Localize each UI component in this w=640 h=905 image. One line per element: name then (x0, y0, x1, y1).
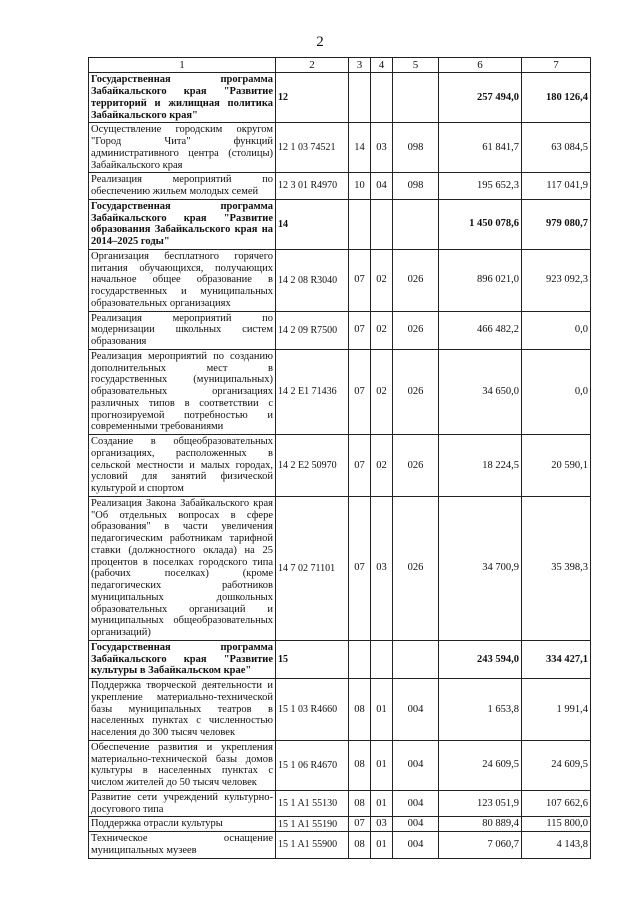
program-row (89, 640, 591, 678)
row-subsection-cell: 02 (371, 311, 393, 349)
row-subsection-cell: 02 (371, 349, 393, 434)
row-value-6-cell: 80 889,4 (439, 817, 522, 832)
row-section-cell: 07 (349, 311, 371, 349)
table-row (89, 832, 591, 859)
row-type-cell: 004 (393, 679, 439, 741)
row-value-6-cell: 1 653,8 (439, 679, 522, 741)
row-value-6-cell: 257 494,0 (439, 73, 522, 123)
row-value-7-cell: 35 398,3 (522, 496, 591, 640)
header-cell-7: 7 (522, 58, 591, 73)
row-section-cell: 07 (349, 435, 371, 497)
program-row (89, 199, 591, 249)
row-value-6-cell: 61 841,7 (439, 123, 522, 173)
row-code-cell: 15 1 06 R4670 (276, 740, 349, 790)
row-value-7-cell: 24 609,5 (522, 740, 591, 790)
row-type-cell: 004 (393, 790, 439, 817)
row-subsection-cell: 03 (371, 817, 393, 832)
row-value-6-cell: 123 051,9 (439, 790, 522, 817)
row-type-cell (393, 73, 439, 123)
table-body (89, 73, 591, 858)
row-section-cell: 07 (349, 817, 371, 832)
row-code-cell: 15 (276, 640, 349, 678)
row-type-cell: 026 (393, 249, 439, 311)
row-type-cell (393, 199, 439, 249)
row-subsection-cell: 01 (371, 740, 393, 790)
row-name-cell: Техническое оснащение муниципальных музеев (89, 832, 276, 859)
row-subsection-cell: 01 (371, 790, 393, 817)
row-value-7-cell: 334 427,1 (522, 640, 591, 678)
row-value-7-cell: 115 800,0 (522, 817, 591, 832)
row-type-cell: 026 (393, 349, 439, 434)
table-header-row (89, 58, 591, 73)
header-cell-1: 1 (89, 58, 276, 73)
row-type-cell: 098 (393, 123, 439, 173)
row-type-cell: 026 (393, 435, 439, 497)
row-code-cell: 14 2 E2 50970 (276, 435, 349, 497)
row-section-cell: 10 (349, 173, 371, 200)
row-value-6-cell: 1 450 078,6 (439, 199, 522, 249)
row-value-6-cell: 7 060,7 (439, 832, 522, 859)
row-subsection-cell (371, 199, 393, 249)
row-name-cell: Государственная программа Забайкальского края "Развитие культуры в Забайкальском крае" (89, 640, 276, 678)
row-subsection-cell: 02 (371, 249, 393, 311)
table-row (89, 496, 591, 640)
row-code-cell: 14 2 08 R3040 (276, 249, 349, 311)
row-code-cell: 15 1 03 R4660 (276, 679, 349, 741)
row-subsection-cell: 01 (371, 832, 393, 859)
row-value-7-cell: 117 041,9 (522, 173, 591, 200)
row-section-cell: 07 (349, 249, 371, 311)
row-code-cell: 14 2 09 R7500 (276, 311, 349, 349)
row-name-cell: Осуществление городским округом "Город Чита" функций административного центра (столицы) Забайкальского края (89, 123, 276, 173)
row-name-cell: Государственная программа Забайкальского края "Развитие образования Забайкальского края на 2014–2025 годы" (89, 199, 276, 249)
table-row (89, 173, 591, 200)
row-name-cell: Поддержка творческой деятельности и укрепление материально-технической базы муниципальных театров в населенных пунктах с численностью населения до 300 тысяч человек (89, 679, 276, 741)
row-value-7-cell: 180 126,4 (522, 73, 591, 123)
row-name-cell: Государственная программа Забайкальского края "Развитие территорий и жилищная политика Забайкальского края" (89, 73, 276, 123)
row-name-cell: Организация бесплатного горячего питания обучающихся, получающих начальное общее образование в государственных и муниципальных образовательных организациях (89, 249, 276, 311)
row-code-cell: 14 7 02 71101 (276, 496, 349, 640)
row-subsection-cell: 03 (371, 496, 393, 640)
header-cell-5: 5 (393, 58, 439, 73)
header-cell-4: 4 (371, 58, 393, 73)
row-name-cell: Реализация Закона Забайкальского края "Об отдельных вопросах в сфере образования" в части увеличения педагогическим работникам тарифной ставки (должностного оклада) на 25 процентов в поселках городского типа (рабочих поселках) (кроме педагогических работников муниципальных дошкольных образовательных организаций и муниципальных общеобразовательных организаций) (89, 496, 276, 640)
row-value-6-cell: 896 021,0 (439, 249, 522, 311)
budget-table (88, 57, 591, 859)
table-row (89, 817, 591, 832)
row-subsection-cell: 04 (371, 173, 393, 200)
row-name-cell: Обеспечение развития и укрепления материально-технической базы домов культуры в населенных пунктах с числом жителей до 50 тысяч человек (89, 740, 276, 790)
row-subsection-cell: 03 (371, 123, 393, 173)
row-subsection-cell: 02 (371, 435, 393, 497)
header-cell-3: 3 (349, 58, 371, 73)
row-section-cell (349, 73, 371, 123)
header-cell-2: 2 (276, 58, 349, 73)
row-section-cell (349, 199, 371, 249)
row-value-6-cell: 34 700,9 (439, 496, 522, 640)
row-name-cell: Реализация мероприятий по обеспечению жильем молодых семей (89, 173, 276, 200)
row-code-cell: 12 1 03 74521 (276, 123, 349, 173)
table-row (89, 249, 591, 311)
row-value-6-cell: 18 224,5 (439, 435, 522, 497)
row-code-cell: 14 2 E1 71436 (276, 349, 349, 434)
header-cell-6: 6 (439, 58, 522, 73)
row-value-6-cell: 466 482,2 (439, 311, 522, 349)
table-row (89, 740, 591, 790)
row-code-cell: 15 1 A1 55900 (276, 832, 349, 859)
row-type-cell: 004 (393, 817, 439, 832)
row-value-7-cell: 923 092,3 (522, 249, 591, 311)
row-value-7-cell: 4 143,8 (522, 832, 591, 859)
row-type-cell: 004 (393, 832, 439, 859)
row-value-7-cell: 0,0 (522, 311, 591, 349)
row-value-6-cell: 34 650,0 (439, 349, 522, 434)
row-type-cell: 098 (393, 173, 439, 200)
row-value-7-cell: 979 080,7 (522, 199, 591, 249)
row-value-7-cell: 0,0 (522, 349, 591, 434)
table-row (89, 435, 591, 497)
row-section-cell: 14 (349, 123, 371, 173)
row-name-cell: Создание в общеобразовательных организациях, расположенных в сельской местности и малых городах, условий для занятий физической культурой и спортом (89, 435, 276, 497)
table-row (89, 679, 591, 741)
row-name-cell: Поддержка отрасли культуры (89, 817, 276, 832)
row-name-cell: Развитие сети учреждений культурно-досугового типа (89, 790, 276, 817)
row-section-cell: 08 (349, 790, 371, 817)
table-row (89, 349, 591, 434)
row-section-cell: 08 (349, 679, 371, 741)
table-row (89, 790, 591, 817)
row-value-7-cell: 1 991,4 (522, 679, 591, 741)
row-value-6-cell: 243 594,0 (439, 640, 522, 678)
row-code-cell: 12 3 01 R4970 (276, 173, 349, 200)
row-name-cell: Реализация мероприятий по созданию дополнительных мест в государственных (муниципальных) образовательных организациях различных типов в соответствии с прогнозируемой потребностью и современными требованиями (89, 349, 276, 434)
row-value-6-cell: 195 652,3 (439, 173, 522, 200)
row-type-cell: 004 (393, 740, 439, 790)
row-subsection-cell: 01 (371, 679, 393, 741)
row-code-cell: 15 1 A1 55130 (276, 790, 349, 817)
row-type-cell: 026 (393, 311, 439, 349)
row-subsection-cell (371, 73, 393, 123)
row-value-6-cell: 24 609,5 (439, 740, 522, 790)
row-value-7-cell: 107 662,6 (522, 790, 591, 817)
row-section-cell: 07 (349, 349, 371, 434)
row-section-cell: 08 (349, 832, 371, 859)
row-code-cell: 15 1 A1 55190 (276, 817, 349, 832)
row-section-cell (349, 640, 371, 678)
row-name-cell: Реализация мероприятий по модернизации школьных систем образования (89, 311, 276, 349)
row-code-cell: 14 (276, 199, 349, 249)
row-value-7-cell: 20 590,1 (522, 435, 591, 497)
row-type-cell: 026 (393, 496, 439, 640)
program-row (89, 73, 591, 123)
table-row (89, 123, 591, 173)
row-section-cell: 07 (349, 496, 371, 640)
row-code-cell: 12 (276, 73, 349, 123)
page-number: 2 (316, 34, 324, 50)
row-section-cell: 08 (349, 740, 371, 790)
row-type-cell (393, 640, 439, 678)
row-subsection-cell (371, 640, 393, 678)
row-value-7-cell: 63 084,5 (522, 123, 591, 173)
table-row (89, 311, 591, 349)
